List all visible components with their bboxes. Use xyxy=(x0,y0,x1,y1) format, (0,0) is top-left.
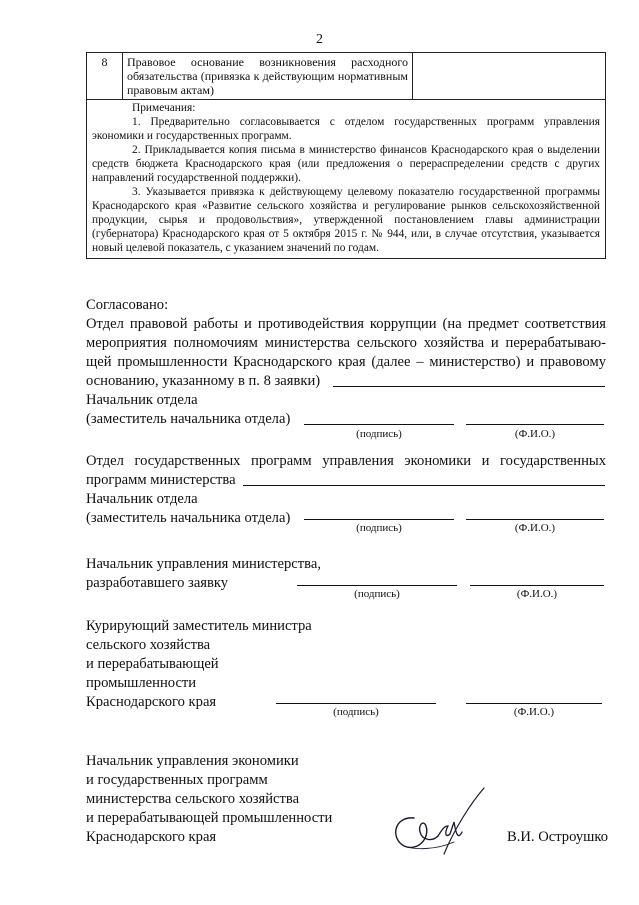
developer-signature-line xyxy=(297,585,457,586)
notes-title: Примечания: xyxy=(132,102,196,114)
row-value-cell xyxy=(413,53,605,99)
deputy-minister-line4: промышленности xyxy=(86,675,197,691)
programs-fio-line xyxy=(466,519,604,520)
programs-line xyxy=(243,485,605,486)
economics-head-line2: и государственных программ xyxy=(86,772,268,788)
economics-head-line1: Начальник управления экономики xyxy=(86,753,299,769)
deputy-signature-caption: (подпись) xyxy=(333,706,379,718)
economics-head-line4: и перерабатывающей промышленности xyxy=(86,810,333,826)
deputy-minister-line3: и перерабатывающей xyxy=(86,656,219,672)
legal-dept-block xyxy=(86,315,606,429)
deputy-minister-block xyxy=(86,617,606,712)
agreed-heading: Согласовано: xyxy=(86,297,169,313)
legal-fio-line xyxy=(466,424,604,425)
legal-dept-line4: основанию, указанному в п. 8 заявки) xyxy=(86,373,321,389)
programs-signature-line xyxy=(304,519,454,520)
economics-head-line5: Краснодарского края xyxy=(86,829,217,845)
programs-signature-caption: (подпись) xyxy=(356,522,402,534)
programs-dept-line1: Отдел государственных программ управления экономики и государственных xyxy=(86,453,606,469)
developer-head-line1: Начальник управления министерства, xyxy=(86,556,321,572)
row-description: Правовое основание возникновения расходного обязательства (привязка к действующим нормативным правовым актам) xyxy=(123,53,413,99)
deputy-minister-line2: сельского хозяйства xyxy=(86,637,211,653)
page-number: 2 xyxy=(316,32,323,47)
legal-dept-line1: Отдел правовой работы и противодействия коррупции (на предмет соответствия xyxy=(86,316,606,332)
deputy-minister-line1: Курирующий заместитель министра xyxy=(86,618,312,634)
developer-fio-caption: (Ф.И.О.) xyxy=(516,588,558,600)
programs-fio-caption: (Ф.И.О.) xyxy=(514,522,556,534)
programs-dept-block xyxy=(86,452,606,528)
legal-dept-deputy: (заместитель начальника отдела) xyxy=(86,411,291,427)
legal-signature-caption: (подпись) xyxy=(356,428,402,440)
developer-signature-caption: (подпись) xyxy=(354,588,400,600)
legal-signature-line xyxy=(304,424,454,425)
note-2: 2. Прикладывается копия письма в министерство финансов Краснодарского края о выделении средств бюджета Краснодарского края (или предложения о перераспределении средств с других направлений государственной поддержки). xyxy=(92,144,600,184)
handwritten-signature-icon xyxy=(384,780,494,860)
deputy-fio-line xyxy=(466,703,602,704)
signer-name: В.И. Остроушко xyxy=(506,829,608,845)
table-row xyxy=(87,53,605,100)
legal-fio-caption: (Ф.И.О.) xyxy=(514,428,556,440)
legal-dept-head: Начальник отдела xyxy=(86,392,198,408)
programs-dept-line2: программ министерства xyxy=(86,472,236,488)
legal-basis-line xyxy=(333,386,605,387)
deputy-signature-line xyxy=(276,703,436,704)
economics-head-line3: министерства сельского хозяйства xyxy=(86,791,300,807)
requirements-table xyxy=(86,52,606,259)
deputy-fio-caption: (Ф.И.О.) xyxy=(513,706,555,718)
programs-dept-head: Начальник отдела xyxy=(86,491,198,507)
note-3: 3. Указывается привязка к действующему целевому показателю государственной программы Краснодарского края «Развитие сельского хозяйства и регулирование рынков сельскохозяйственной продукции, сырья и продовольствия», утвержденной постановлением главы администрации (губернатора) Краснодарского края от 5 октября 2015 г. № 944, или, в случае отсутствия, указывается новый целевой показатель, с указанием значений по годам. xyxy=(92,186,600,254)
developer-head-line2: разработавшего заявку xyxy=(86,575,229,591)
row-number: 8 xyxy=(87,53,123,99)
note-1: 1. Предварительно согласовывается с отделом государственных программ управления экономики и государственных программ. xyxy=(92,116,600,142)
deputy-minister-line5: Краснодарского края xyxy=(86,694,217,710)
notes-section xyxy=(87,100,605,258)
legal-dept-line2: мероприятия полномочиям министерства сельского хозяйства и перерабатываю- xyxy=(86,335,606,351)
programs-dept-deputy: (заместитель начальника отдела) xyxy=(86,510,291,526)
legal-dept-line3: щей промышленности Краснодарского края (далее – министерство) и правовому xyxy=(86,354,606,370)
developer-fio-line xyxy=(470,585,604,586)
